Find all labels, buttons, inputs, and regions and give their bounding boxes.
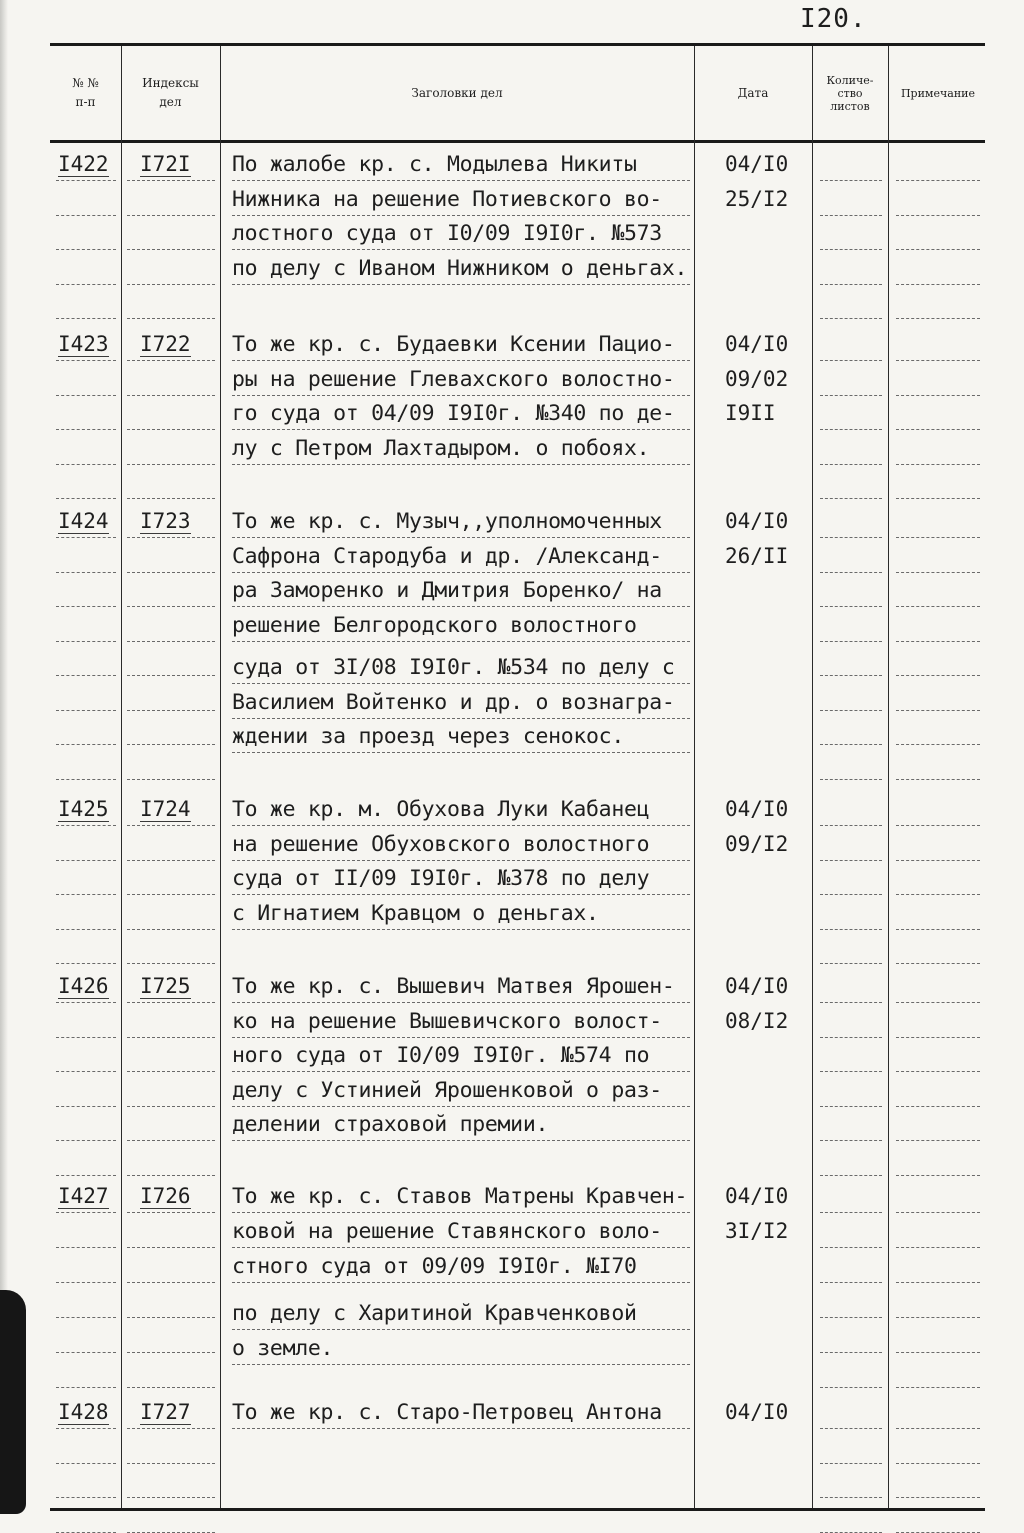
column-divider [888, 46, 889, 1508]
ruled-line [127, 779, 215, 780]
ruled-line [127, 1352, 215, 1353]
entry-title-line: на решение Обуховского волостного [232, 831, 650, 857]
ruled-line [127, 963, 215, 964]
ruled-line [56, 429, 116, 430]
entry-date: 04/I0 [725, 332, 789, 356]
ruled-line [56, 929, 116, 930]
ruled-line [127, 641, 215, 642]
ruled-line [127, 498, 215, 499]
ruled-line [896, 963, 980, 964]
ruled-line [820, 744, 882, 745]
column-divider [694, 46, 695, 1508]
ruled-line [56, 1532, 116, 1533]
entry-title-line: делу с Устинией Ярошенковой о раз- [232, 1077, 662, 1103]
ruled-line [232, 1212, 690, 1213]
ruled-line [820, 1532, 882, 1533]
ruled-line [820, 1037, 882, 1038]
ruled-line [820, 929, 882, 930]
ruled-line [56, 215, 116, 216]
ruled-line [232, 1329, 690, 1330]
entry-title-line: го суда от 04/09 I9I0г. №340 по де- [232, 401, 675, 426]
ruled-line [820, 180, 882, 181]
ruled-line [127, 537, 215, 538]
entry-title-line: То же кр. с. Музыч,,уполномоченных [232, 509, 662, 534]
ruled-line [56, 284, 116, 285]
entry-number: I427 [58, 1184, 109, 1208]
ruled-line [127, 675, 215, 676]
entry-title-line: о земле. [232, 1336, 334, 1361]
entry-title-line: делении страховой премии. [232, 1112, 549, 1137]
ruled-line [127, 1497, 215, 1498]
entry-index: I723 [140, 509, 191, 533]
ruled-line [896, 1140, 980, 1141]
ruled-line [56, 1106, 116, 1107]
ruled-line [127, 894, 215, 895]
ruled-line [896, 537, 980, 538]
ruled-line [232, 894, 690, 895]
ruled-line [56, 1387, 116, 1388]
ruled-line [232, 537, 690, 538]
ruled-line [127, 215, 215, 216]
ruled-line [232, 825, 690, 826]
ruled-line [896, 1317, 980, 1318]
ruled-line [56, 894, 116, 895]
ruled-line [56, 180, 116, 181]
entry-number: I425 [58, 797, 109, 821]
entry-title-line: То же кр. с. Будаевки Ксении Пацио- [232, 332, 675, 357]
ruled-line [232, 860, 690, 861]
torn-margin [0, 1290, 26, 1514]
ruled-line [56, 641, 116, 642]
ruled-line [820, 1428, 882, 1429]
ruled-line [56, 1428, 116, 1429]
ruled-line [820, 825, 882, 826]
ruled-line [896, 249, 980, 250]
ruled-line [232, 606, 690, 607]
ruled-line [896, 1428, 980, 1429]
ruled-line [896, 498, 980, 499]
entry-title-line: суда от 3I/08 I9I0г. №534 по делу с [232, 655, 675, 680]
ruled-line [896, 825, 980, 826]
ruled-line [820, 779, 882, 780]
entry-date: 04/I0 [725, 797, 789, 821]
ruled-line [896, 710, 980, 711]
ruled-line [127, 1106, 215, 1107]
entry-index: I725 [140, 974, 191, 998]
ruled-line [896, 318, 980, 319]
ruled-line [232, 641, 690, 642]
ruled-line [896, 1532, 980, 1533]
entry-date: 04/I0 [725, 1400, 789, 1424]
ruled-line [232, 683, 690, 684]
ruled-line [56, 1247, 116, 1248]
ruled-line [820, 1282, 882, 1283]
entry-title-line: ко на решение Вышевичского волост- [232, 1008, 662, 1034]
ruled-line [820, 675, 882, 676]
ruled-line [896, 284, 980, 285]
entry-title-line: лостного суда от I0/09 I9I0г. №573 [232, 221, 662, 246]
ruled-line [232, 180, 690, 181]
ruled-line [232, 1037, 690, 1038]
entry-title-line: решение Белгородского волостного [232, 612, 637, 638]
ruled-line [820, 1497, 882, 1498]
ruled-line [820, 429, 882, 430]
header-sheets: Количе- ство листов [826, 73, 874, 113]
entry-title-line: Нижника на решение Потиевского во- [232, 186, 662, 212]
ruled-line [56, 1352, 116, 1353]
ruled-line [820, 1463, 882, 1464]
ruled-line [127, 1463, 215, 1464]
ruled-line [56, 1282, 116, 1283]
ruled-line [127, 318, 215, 319]
entry-date: 04/I0 [725, 509, 789, 533]
ruled-line [896, 1247, 980, 1248]
ruled-line [232, 1364, 690, 1365]
ruled-line [56, 860, 116, 861]
entry-date: 04/I0 [725, 1184, 789, 1208]
ruled-line [820, 1140, 882, 1141]
entry-title-line: по делу с Харитиной Кравченковой [232, 1301, 637, 1326]
ruled-line [127, 1387, 215, 1388]
ruled-line [56, 1002, 116, 1003]
ruled-line [127, 1140, 215, 1141]
ruled-line [56, 710, 116, 711]
ruled-line [896, 744, 980, 745]
ruled-line [127, 1071, 215, 1072]
column-divider [812, 46, 813, 1508]
ruled-line [896, 1387, 980, 1388]
entry-number: I423 [58, 332, 109, 356]
ruled-line [820, 894, 882, 895]
ruled-line [127, 1317, 215, 1318]
header-date: Дата [737, 85, 769, 100]
entry-title-line: лу с Петром Лахтадыром. о побоях. [232, 435, 650, 461]
ruled-line [127, 1247, 215, 1248]
ruled-line [896, 1002, 980, 1003]
ruled-line [896, 929, 980, 930]
ruled-line [56, 572, 116, 573]
entry-date: 09/02 [725, 366, 789, 391]
ruled-line [820, 963, 882, 964]
ruled-line [232, 1282, 690, 1283]
ruled-line [232, 1106, 690, 1107]
ruled-line [56, 1071, 116, 1072]
ruled-line [820, 498, 882, 499]
entry-date: I9II [725, 401, 776, 425]
header-bottom-rule [50, 140, 985, 143]
ruled-line [56, 498, 116, 499]
entry-number: I426 [58, 974, 109, 998]
ruled-line [896, 860, 980, 861]
ruled-line [127, 1428, 215, 1429]
ruled-line [232, 718, 690, 719]
entry-title-line: ждении за проезд через сенокос. [232, 724, 624, 749]
ruled-line [232, 395, 690, 396]
ruled-line [896, 1106, 980, 1107]
ruled-line [820, 1247, 882, 1248]
ruled-line [896, 606, 980, 607]
ruled-line [56, 1212, 116, 1213]
ruled-line [56, 1463, 116, 1464]
entry-title-line: То же кр. с. Старо-Петровец Антона [232, 1400, 662, 1425]
entry-title-line: По жалобе кр. с. Модылева Никиты [232, 152, 637, 177]
ruled-line [56, 1175, 116, 1176]
ruled-line [56, 825, 116, 826]
ruled-line [127, 1212, 215, 1213]
ruled-line [56, 464, 116, 465]
ruled-line [820, 1002, 882, 1003]
entry-number: I428 [58, 1400, 109, 1424]
ruled-line [820, 1352, 882, 1353]
entry-title-line: ковой на решение Ставянского воло- [232, 1219, 662, 1244]
ruled-line [127, 360, 215, 361]
entry-title-line: ного суда от I0/09 I9I0г. №574 по [232, 1043, 650, 1068]
column-divider [121, 46, 122, 1508]
ruled-line [896, 894, 980, 895]
ruled-line [127, 744, 215, 745]
ruled-line [820, 215, 882, 216]
ruled-line [56, 318, 116, 319]
ruled-line [820, 318, 882, 319]
ruled-line [820, 284, 882, 285]
entry-title-line: стного суда от 09/09 I9I0г. №I70 [232, 1254, 637, 1279]
ruled-line [232, 929, 690, 930]
ruled-line [127, 180, 215, 181]
ruled-line [232, 1071, 690, 1072]
ruled-line [127, 1175, 215, 1176]
ruled-line [896, 1071, 980, 1072]
header-index: Индексы дел [142, 76, 199, 109]
ruled-line [820, 249, 882, 250]
ruled-line [56, 1497, 116, 1498]
ruled-line [232, 429, 690, 430]
ruled-line [127, 606, 215, 607]
ruled-line [896, 215, 980, 216]
ruled-line [820, 1212, 882, 1213]
ruled-line [820, 1071, 882, 1072]
entry-date: 26/II [725, 543, 789, 568]
ruled-line [820, 710, 882, 711]
ruled-line [896, 572, 980, 573]
ruled-line [232, 284, 690, 285]
entry-title-line: Василием Войтенко и др. о вознагра- [232, 689, 675, 715]
ruled-line [896, 675, 980, 676]
ruled-line [56, 1037, 116, 1038]
entry-date: 09/I2 [725, 831, 789, 856]
ruled-line [127, 825, 215, 826]
ruled-line [820, 1106, 882, 1107]
ruled-line [56, 249, 116, 250]
entry-title-line: То же кр. с. Ставов Матрены Кравчен- [232, 1184, 688, 1209]
ruled-line [820, 537, 882, 538]
ruled-line [127, 860, 215, 861]
entry-title-line: по делу с Иваном Нижником о деньгах. [232, 255, 688, 281]
ruled-line [127, 464, 215, 465]
ruled-line [896, 464, 980, 465]
ruled-line [896, 1175, 980, 1176]
ruled-line [232, 1247, 690, 1248]
ruled-line [896, 1282, 980, 1283]
ruled-line [127, 1037, 215, 1038]
ruled-line [232, 464, 690, 465]
ruled-line [232, 572, 690, 573]
ruled-line [127, 1532, 215, 1533]
ruled-line [232, 1002, 690, 1003]
ruled-line [127, 429, 215, 430]
ruled-line [820, 1387, 882, 1388]
entry-title-line: ра Заморенко и Дмитрия Боренко/ на [232, 578, 662, 603]
ruled-line [896, 1037, 980, 1038]
entry-title-line: с Игнатием Кравцом о деньгах. [232, 900, 599, 926]
ruled-line [820, 860, 882, 861]
entry-title-line: То же кр. с. Вышевич Матвея Ярошен- [232, 974, 675, 999]
ruled-line [232, 752, 690, 753]
ruled-line [127, 249, 215, 250]
ruled-line [56, 744, 116, 745]
ruled-line [127, 395, 215, 396]
ruled-line [56, 963, 116, 964]
ruled-line [127, 929, 215, 930]
ruled-line [820, 1317, 882, 1318]
entry-title-line: То же кр. м. Обухова Луки Кабанец [232, 797, 650, 822]
ruled-line [896, 779, 980, 780]
entry-title-line: Сафрона Стародуба и др. /Александ- [232, 543, 662, 569]
ruled-line [820, 606, 882, 607]
ruled-line [127, 1282, 215, 1283]
entry-date: 08/I2 [725, 1008, 789, 1033]
ruled-line [820, 572, 882, 573]
ruled-line [232, 360, 690, 361]
ruled-line [820, 395, 882, 396]
ruled-line [232, 1140, 690, 1141]
ruled-line [127, 1002, 215, 1003]
ruled-line [896, 180, 980, 181]
ruled-line [56, 606, 116, 607]
ruled-line [56, 537, 116, 538]
ruled-line [56, 675, 116, 676]
ruled-line [896, 1497, 980, 1498]
ruled-line [56, 1140, 116, 1141]
entry-index: I726 [140, 1184, 191, 1208]
page-edge-shadow [0, 0, 8, 1514]
entry-title-line: суда от II/09 I9I0г. №378 по делу [232, 866, 650, 891]
header-note: Примечание [900, 86, 976, 100]
entry-index: I724 [140, 797, 191, 821]
entry-index: I727 [140, 1400, 191, 1424]
ruled-line [896, 395, 980, 396]
ruled-line [820, 464, 882, 465]
ruled-line [56, 1317, 116, 1318]
page-number: I20. [800, 4, 867, 34]
ruled-line [896, 429, 980, 430]
ruled-line [232, 249, 690, 250]
ruled-line [820, 641, 882, 642]
header-title: Заголовки дел [411, 85, 503, 100]
ruled-line [896, 360, 980, 361]
ruled-line [127, 710, 215, 711]
entry-date: 04/I0 [725, 152, 789, 176]
ruled-line [896, 1352, 980, 1353]
column-divider [220, 46, 221, 1508]
ruled-line [896, 1212, 980, 1213]
table-bottom-rule [50, 1508, 985, 1511]
ruled-line [820, 360, 882, 361]
ruled-line [56, 779, 116, 780]
entry-date: 04/I0 [725, 974, 789, 998]
entry-index: I72I [140, 152, 191, 176]
ruled-line [127, 572, 215, 573]
ruled-line [232, 1428, 690, 1429]
header-num: № № п-п [72, 76, 99, 109]
entry-number: I422 [58, 152, 109, 176]
entry-index: I722 [140, 332, 191, 356]
entry-date: 25/I2 [725, 186, 789, 211]
ruled-line [820, 1175, 882, 1176]
entry-date: 3I/I2 [725, 1219, 789, 1243]
ruled-line [896, 1463, 980, 1464]
ruled-line [56, 360, 116, 361]
ruled-line [56, 395, 116, 396]
entry-number: I424 [58, 509, 109, 533]
ruled-line [127, 284, 215, 285]
entry-title-line: ры на решение Глевахского волостно- [232, 366, 675, 392]
ruled-line [896, 641, 980, 642]
ruled-line [232, 215, 690, 216]
